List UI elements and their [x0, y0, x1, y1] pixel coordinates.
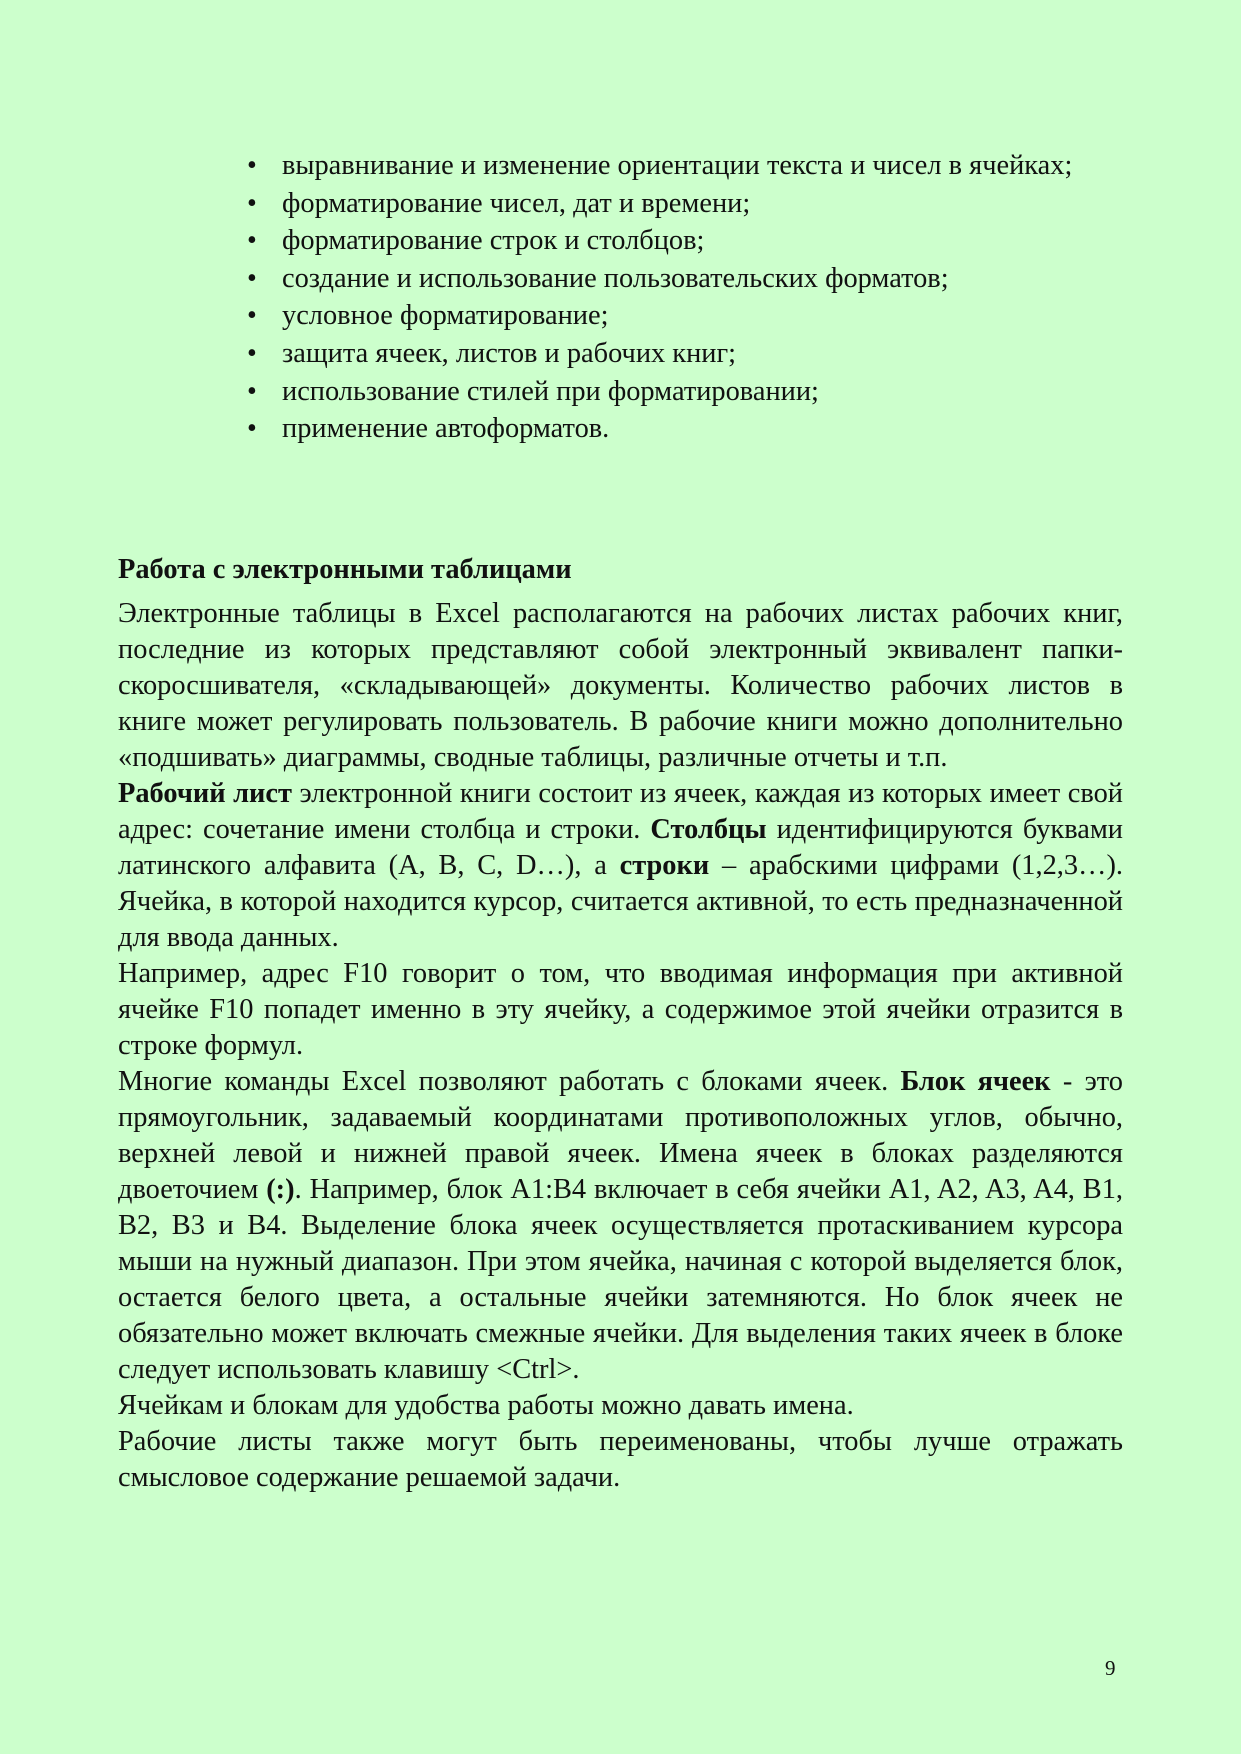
bullet-icon: •: [247, 337, 257, 369]
paragraph-cell-block: [118, 1064, 1123, 1388]
bullet-icon: •: [247, 225, 257, 257]
paragraph-address-example: Например, адрес F10 говорит о том, что вводимая информация при активной ячейке F10 попадет именно в эту ячейку, а содержимое этой ячейки отразится в строке формул.: [118, 958, 1123, 1061]
list-item-text: условное форматирование;: [282, 300, 609, 332]
paragraph-text: идентифицируются буквами латинского алфавита (A, B, C, D…), а: [118, 814, 1123, 881]
list-item-text: создание и использование пользовательских форматов;: [282, 262, 949, 294]
paragraph-text: – арабскими цифрами (1,2,3…). Ячейка, в которой находится курсор, считается активной, то есть предназначенной для ввода данных.: [118, 850, 1124, 953]
list-item: [241, 410, 1123, 448]
format-bullet-list: [241, 147, 1123, 448]
list-item-text: применение автоформатов.: [282, 413, 610, 445]
paragraph-text: Многие команды Excel позволяют работать с блоками ячеек.: [118, 1066, 901, 1097]
list-item-text: форматирование строк и столбцов;: [282, 225, 705, 257]
term-columns: Столбцы: [650, 814, 767, 845]
list-item: [241, 335, 1123, 373]
bullet-icon: •: [247, 187, 257, 219]
paragraph-names: Ячейкам и блокам для удобства работы можно давать имена.: [118, 1390, 854, 1421]
term-colon: (:): [266, 1174, 295, 1205]
paragraph-text: . Например, блок A1:B4 включает в себя ячейки A1, A2, A3, A4, B1, B2, B3 и B4. Выделение блока ячеек осуществляется протаскиванием курсора мыши на нужный диапазон. При этом ячейка, начиная с которой выделяется блок, остается белого цвета, а остальные ячейки затемняются. Но блок ячеек не обязательно может включать смежные ячейки. Для выделения таких ячеек в блоке следует использовать клавишу <Ctrl>.: [118, 1174, 1123, 1385]
list-item-text: выравнивание и изменение ориентации текста и чисел в ячейках;: [282, 150, 1073, 181]
paragraph-text: электронной книги состоит из ячеек, каждая из которых имеет свой адрес: сочетание имени столбца и строки.: [118, 778, 1123, 845]
paragraph-text: - это прямоугольник, задаваемый координатами противоположных углов, обычно, верхней левой и нижней правой ячеек. Имена ячеек в блоках разделяются двоеточием: [118, 1066, 1123, 1205]
list-item: [241, 260, 1123, 298]
list-item: [241, 147, 1123, 185]
list-item-text: форматирование чисел, дат и времени;: [282, 187, 751, 219]
list-item: [241, 373, 1123, 411]
list-item: [241, 222, 1123, 260]
paragraph-rename: Рабочие листы также могут быть переименованы, чтобы лучше отражать смысловое содержание решаемой задачи.: [118, 1426, 1123, 1493]
bullet-icon: •: [247, 150, 257, 181]
list-item: [241, 297, 1123, 335]
paragraph-worksheet: [118, 776, 1123, 956]
bullet-icon: •: [247, 413, 257, 445]
bullet-icon: •: [247, 375, 257, 407]
list-item: [241, 185, 1123, 223]
section-content: [118, 548, 1123, 1496]
term-cell-block: Блок ячеек: [900, 1066, 1051, 1097]
list-item-text: защита ячеек, листов и рабочих книг;: [282, 337, 737, 369]
list-item-text: использование стилей при форматировании;: [282, 375, 819, 407]
term-worksheet: Рабочий лист: [118, 778, 292, 809]
bullet-icon: •: [247, 262, 257, 294]
paragraph-intro: Электронные таблицы в Excel располагаются на рабочих листах рабочих книг, последние из которых представляют собой электронный эквивалент папки-скоросшивателя, «складывающей» документы. Количество рабочих листов в книге может регулировать пользователь. В рабочие книги можно дополнительно «подшивать» диаграммы, сводные таблицы, различные отчеты и т.п.: [118, 598, 1123, 773]
bullet-icon: •: [247, 300, 257, 332]
section-heading: Работа с электронными таблицами: [118, 554, 572, 585]
page-number: 9: [1105, 1656, 1116, 1680]
term-rows: строки: [619, 850, 710, 881]
